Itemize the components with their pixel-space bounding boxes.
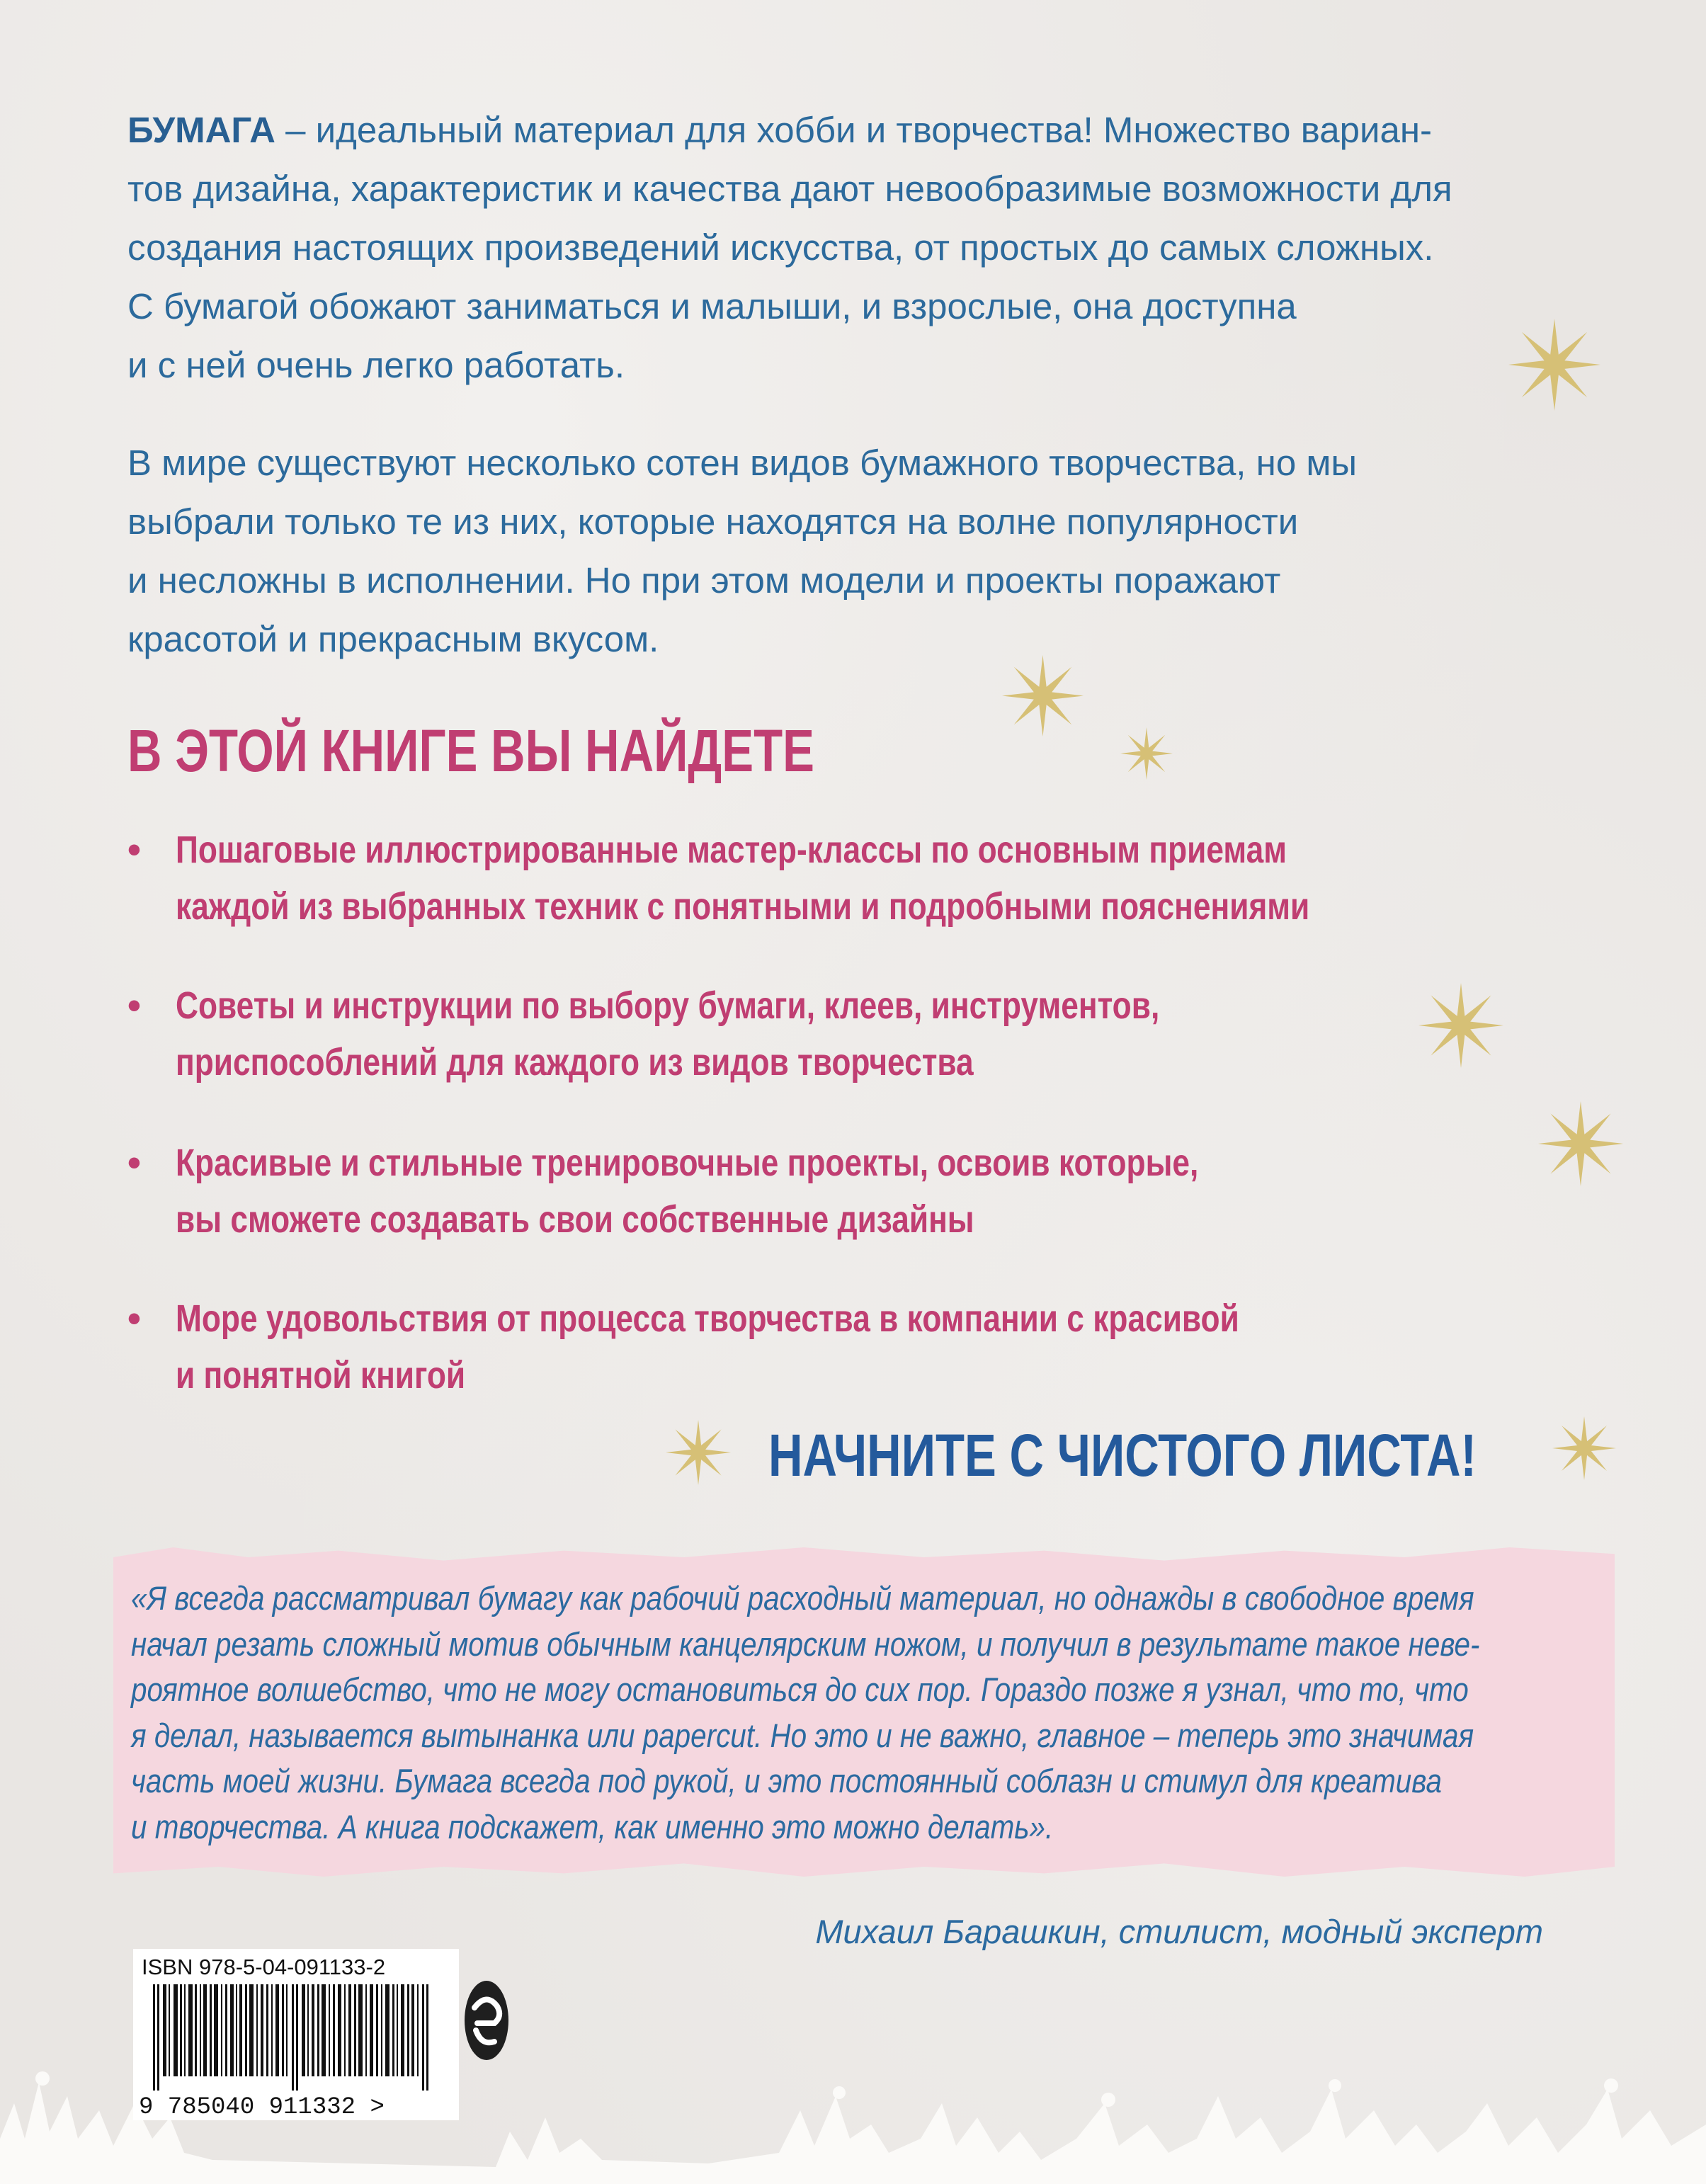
sparkle-star-icon (1538, 1101, 1623, 1186)
text-line: «Я всегда рассматривал бумагу как рабочий расходный материал, но однажды в свободное время (131, 1579, 1474, 1617)
text-line: и понятной книгой (176, 1354, 466, 1397)
bullet-icon: • (127, 1142, 141, 1184)
eksmo-logo-icon (463, 1979, 510, 2061)
isbn-barcode-block (133, 1949, 459, 2120)
text-line: создания настоящих произведений искусства, от простых до самых сложных. (127, 227, 1434, 268)
sparkle-star-icon (1552, 1416, 1616, 1480)
text-line: тов дизайна, характеристик и качества дают невообразимые возможности для (127, 169, 1452, 209)
text-line: каждой из выбранных техник с понятными и подробными пояснениями (176, 885, 1310, 928)
text-line: Море удовольствия от процесса творчества в компании с красивой (176, 1297, 1239, 1340)
sparkle-star-icon (1002, 655, 1084, 736)
text-line: красотой и прекрасным вкусом. (127, 619, 659, 659)
bullet-icon: • (127, 1297, 141, 1340)
sparkle-star-icon (1120, 727, 1173, 780)
text-line: я делал, называется вытынанка или papercut. Но это и не важно, главное – теперь это значимая (131, 1716, 1474, 1754)
text-line: роятное волшебство, что не могу остановиться до сих пор. Гораздо позже я узнал, что то, что (131, 1671, 1469, 1708)
text-line: и с ней очень легко работать. (127, 345, 625, 385)
barcode (133, 1949, 459, 2120)
bullet-icon: • (127, 829, 141, 871)
call-to-action: НАЧНИТЕ С ЧИСТОГО ЛИСТА! (768, 1422, 1477, 1489)
text-line: Пошаговые иллюстрированные мастер-классы по основным приемам (176, 829, 1287, 871)
feature-item (127, 1134, 1657, 1248)
isbn-label: ISBN 978-5-04-091133-2 (142, 1955, 386, 1979)
bullet-icon: • (127, 984, 141, 1027)
sparkle-star-icon (1508, 319, 1600, 411)
text-line: и несложны в исполнении. Но при этом модели и проекты поражают (127, 560, 1281, 601)
brand-word: БУМАГА (127, 110, 275, 150)
feature-item (127, 821, 1657, 935)
second-paragraph (127, 433, 1608, 669)
text-line: выбрали только те из них, которые находятся на волне популярности (127, 501, 1299, 542)
text-line: Советы и инструкции по выбору бумаги, клеев, инструментов, (176, 984, 1160, 1027)
intro-paragraph (127, 101, 1608, 394)
feature-text (176, 1290, 1685, 1404)
text-line: и творчества. А книга подскажет, как именно это можно делать». (131, 1807, 1054, 1845)
feature-text (176, 1134, 1685, 1248)
text-line: В мире существуют несколько сотен видов бумажного творчества, но мы (127, 443, 1358, 483)
features-heading: В ЭТОЙ КНИГЕ ВЫ НАЙДЕТЕ (127, 717, 814, 784)
sparkle-star-icon (1418, 983, 1503, 1068)
text-line: начал резать сложный мотив обычным канцелярским ножом, и получил в результате такое неве- (131, 1625, 1480, 1663)
quote-author: Михаил Барашкин, стилист, модный эксперт (815, 1913, 1543, 1950)
text-line: вы сможете создавать свои собственные дизайны (176, 1198, 974, 1241)
quote-text (131, 1576, 1605, 1850)
barcode-digits: 9 785040 911332 > (139, 2094, 385, 2121)
text-line: приспособлений для каждого из видов творчества (176, 1041, 974, 1084)
text-line: С бумагой обожают заниматься и малыши, и взрослые, она доступна (127, 286, 1297, 326)
feature-text (176, 821, 1685, 935)
feature-item (127, 1290, 1657, 1404)
text-line: часть моей жизни. Бумага всегда под рукой, и это постоянный соблазн и стимул для креатива (131, 1762, 1442, 1799)
sparkle-star-icon (666, 1420, 731, 1485)
text-line: Красивые и стильные тренировочные проекты, освоив которые, (176, 1142, 1199, 1184)
text-line: – идеальный материал для хобби и творчества! Множество вариан- (275, 110, 1432, 150)
